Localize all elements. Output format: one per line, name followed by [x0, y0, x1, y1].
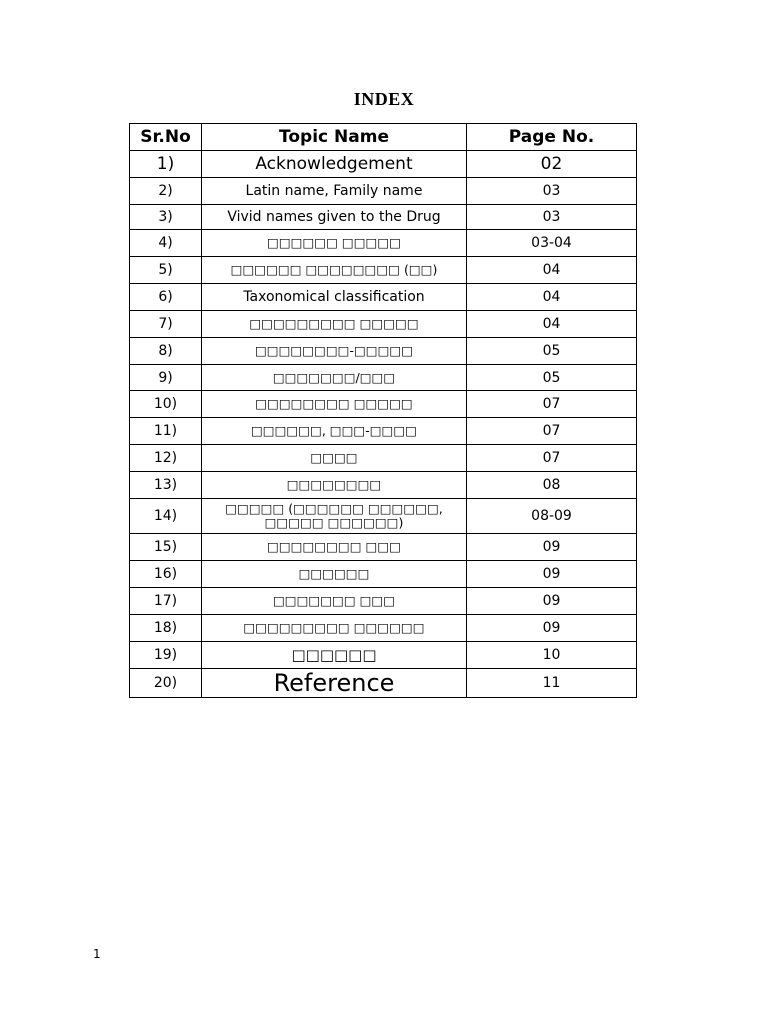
topic-name-cell: □□□□□□□ □□□ [202, 588, 467, 615]
topic-name-cell: □□□□□□ □□□□□ [202, 230, 467, 257]
table-row [130, 534, 637, 561]
page-no-cell: 10 [467, 642, 637, 669]
topic-name-cell: □□□□□□ [202, 642, 467, 669]
topic-name-cell: □□□□□□□□ □□□□□ [202, 391, 467, 418]
table-row [130, 642, 637, 669]
sr-no-cell: 19) [130, 642, 202, 669]
page-no-cell: 03-04 [467, 230, 637, 257]
page-no-cell: 09 [467, 561, 637, 588]
page-no-cell: 09 [467, 615, 637, 642]
page-no-cell: 07 [467, 445, 637, 472]
sr-no-cell: 20) [130, 669, 202, 698]
sr-no-cell: 4) [130, 230, 202, 257]
sr-no-cell: 8) [130, 338, 202, 365]
sr-no-cell: 15) [130, 534, 202, 561]
page-no-cell: 07 [467, 391, 637, 418]
page-no-cell: 09 [467, 588, 637, 615]
page-no-cell: 07 [467, 418, 637, 445]
topic-name-cell: □□□□□□□□ □□□ [202, 534, 467, 561]
table-row [130, 205, 637, 230]
header-page-no: Page No. [467, 124, 637, 151]
page-no-cell: 03 [467, 178, 637, 205]
topic-name-cell: □□□□□ (□□□□□□ □□□□□□, □□□□□ □□□□□□) [202, 499, 467, 534]
sr-no-cell: 9) [130, 365, 202, 391]
table-row [130, 284, 637, 311]
page-no-cell: 02 [467, 151, 637, 178]
page-no-cell: 05 [467, 338, 637, 365]
table-row [130, 669, 637, 698]
table-row [130, 418, 637, 445]
page-no-cell: 04 [467, 311, 637, 338]
sr-no-cell: 6) [130, 284, 202, 311]
table-row [130, 151, 637, 178]
sr-no-cell: 10) [130, 391, 202, 418]
table-row [130, 445, 637, 472]
page-no-cell: 08-09 [467, 499, 637, 534]
header-row [130, 124, 637, 151]
topic-name-cell: □□□□□□, □□□-□□□□ [202, 418, 467, 445]
table-row [130, 499, 637, 534]
topic-name-cell: □□□□□□□□-□□□□□ [202, 338, 467, 365]
table-row [130, 311, 637, 338]
page-no-cell: 04 [467, 257, 637, 284]
sr-no-cell: 13) [130, 472, 202, 499]
topic-name-cell: Latin name, Family name [202, 178, 467, 205]
header-topic-name: Topic Name [202, 124, 467, 151]
sr-no-cell: 18) [130, 615, 202, 642]
topic-name-cell: Taxonomical classification [202, 284, 467, 311]
page-no-cell: 11 [467, 669, 637, 698]
index-table-header [130, 124, 637, 151]
sr-no-cell: 11) [130, 418, 202, 445]
table-row [130, 365, 637, 391]
sr-no-cell: 3) [130, 205, 202, 230]
index-table-body [130, 151, 637, 698]
topic-name-cell: Reference [202, 669, 467, 698]
topic-name-cell: □□□□□□ [202, 561, 467, 588]
page-no-cell: 09 [467, 534, 637, 561]
topic-name-cell: Acknowledgement [202, 151, 467, 178]
table-row [130, 561, 637, 588]
topic-name-cell: □□□□□□□/□□□ [202, 365, 467, 391]
page-no-cell: 08 [467, 472, 637, 499]
topic-name-cell: □□□□□□ □□□□□□□□ (□□) [202, 257, 467, 284]
table-row [130, 338, 637, 365]
topic-name-cell: □□□□□□□□□ □□□□□ [202, 311, 467, 338]
topic-name-cell: □□□□ [202, 445, 467, 472]
table-row [130, 178, 637, 205]
table-row [130, 472, 637, 499]
page-no-cell: 04 [467, 284, 637, 311]
page-number: 1 [93, 947, 101, 961]
index-table [129, 123, 637, 698]
table-row [130, 230, 637, 257]
sr-no-cell: 7) [130, 311, 202, 338]
page-no-cell: 03 [467, 205, 637, 230]
sr-no-cell: 5) [130, 257, 202, 284]
table-row [130, 615, 637, 642]
sr-no-cell: 1) [130, 151, 202, 178]
header-sr-no: Sr.No [130, 124, 202, 151]
sr-no-cell: 2) [130, 178, 202, 205]
table-row [130, 257, 637, 284]
topic-name-cell: □□□□□□□□□ □□□□□□ [202, 615, 467, 642]
topic-name-cell: □□□□□□□□ [202, 472, 467, 499]
page-no-cell: 05 [467, 365, 637, 391]
sr-no-cell: 17) [130, 588, 202, 615]
sr-no-cell: 16) [130, 561, 202, 588]
sr-no-cell: 12) [130, 445, 202, 472]
table-row [130, 391, 637, 418]
sr-no-cell: 14) [130, 499, 202, 534]
page-title: INDEX [353, 89, 415, 109]
table-row [130, 588, 637, 615]
topic-name-cell: Vivid names given to the Drug [202, 205, 467, 230]
